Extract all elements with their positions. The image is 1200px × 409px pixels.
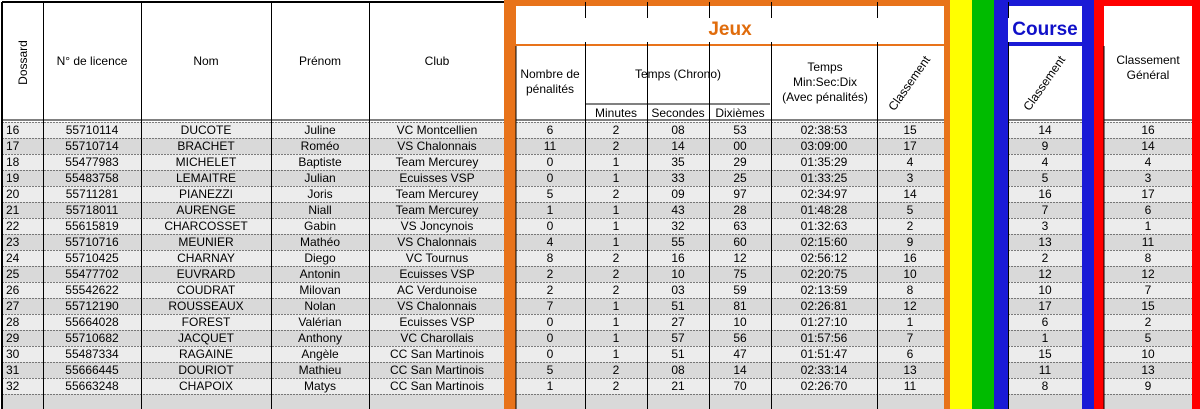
cell-nom: MEUNIER (178, 235, 234, 249)
cell-pen: 0 (546, 331, 554, 345)
cell-min: 2 (612, 283, 620, 297)
cell-pen: 7 (546, 299, 554, 313)
row-band (1104, 394, 1192, 409)
cell-pen: 2 (546, 283, 554, 297)
cell-dossard: 25 (6, 267, 20, 281)
cell-nom: MICHELET (175, 155, 237, 169)
cell-nom: DUCOTE (180, 123, 232, 137)
cell-cl-gen: 5 (1144, 331, 1152, 345)
cell-cl-jeux: 2 (906, 219, 914, 233)
cell-club: VC Montcellien (396, 123, 478, 137)
cell-sec: 08 (671, 363, 685, 377)
cell-sec: 35 (671, 155, 685, 169)
cell-nom: JACQUET (177, 331, 234, 345)
cell-pen: 0 (546, 155, 554, 169)
cell-club: VS Chalonnais (397, 139, 477, 153)
general-frame-top (1094, 0, 1200, 6)
cell-cl-jeux: 8 (906, 283, 914, 297)
cell-cl-gen: 15 (1141, 299, 1155, 313)
cell-cl-gen: 17 (1141, 187, 1155, 201)
cell-temps: 02:34:97 (800, 187, 848, 201)
cell-min: 2 (612, 267, 620, 281)
cell-temps: 01:27:10 (800, 315, 848, 329)
jeux-frame-top (504, 0, 950, 6)
cell-sec: 16 (671, 251, 685, 265)
cell-cl-gen: 9 (1144, 379, 1152, 393)
cell-cl-jeux: 15 (903, 123, 917, 137)
row-band (2, 394, 506, 409)
header-minutes: Minutes (594, 105, 638, 120)
cell-temps: 02:26:81 (800, 299, 848, 313)
cell-sec: 33 (671, 171, 685, 185)
cell-pen: 5 (546, 187, 554, 201)
cell-cl-gen: 1 (1144, 219, 1152, 233)
cell-nom: PIANEZZI (178, 187, 233, 201)
cell-cl-gen: 8 (1144, 251, 1152, 265)
cell-prenom: Baptiste (298, 155, 342, 169)
cell-club: CC San Martinois (389, 347, 485, 361)
cell-cl-course: 12 (1038, 267, 1052, 281)
cell-pen: 8 (546, 251, 554, 265)
cell-temps: 01:51:47 (800, 347, 848, 361)
cell-club: VS Joncynois (400, 219, 474, 233)
cell-cl-course: 6 (1041, 315, 1049, 329)
cell-licence: 55483758 (65, 171, 119, 185)
cell-pen: 6 (546, 123, 554, 137)
cell-temps: 02:33:14 (800, 363, 848, 377)
cell-dossard: 27 (6, 299, 20, 313)
cell-min: 1 (612, 171, 620, 185)
course-frame-left (994, 0, 1008, 409)
cell-nom: DOURIOT (178, 363, 234, 377)
header-classement-jeux: Classement (885, 52, 934, 113)
cell-dossard: 29 (6, 331, 20, 345)
cell-dix: 25 (733, 171, 747, 185)
cell-min: 1 (612, 155, 620, 169)
cell-club: CC San Martinois (389, 363, 485, 377)
cell-cl-course: 2 (1041, 251, 1049, 265)
cell-sec: 57 (671, 331, 685, 345)
cell-cl-course: 5 (1041, 171, 1049, 185)
cell-min: 1 (612, 203, 620, 217)
cell-dix: 12 (733, 251, 747, 265)
cell-dossard: 24 (6, 251, 20, 265)
cell-cl-gen: 7 (1144, 283, 1152, 297)
cell-pen: 2 (546, 267, 554, 281)
cell-min: 1 (612, 235, 620, 249)
cell-cl-course: 4 (1041, 155, 1049, 169)
cell-cl-course: 10 (1038, 283, 1052, 297)
cell-temps: 02:38:53 (800, 123, 848, 137)
cell-dossard: 19 (6, 171, 20, 185)
cell-dossard: 30 (6, 347, 20, 361)
header-nom: Nom (193, 54, 219, 68)
cell-cl-jeux: 4 (906, 155, 914, 169)
cell-dossard: 17 (6, 139, 20, 153)
cell-cl-gen: 14 (1141, 139, 1155, 153)
header-dixiemes: Dixièmes (715, 105, 765, 120)
cell-licence: 55710682 (65, 331, 119, 345)
cell-cl-gen: 2 (1144, 315, 1152, 329)
cell-temps: 02:26:70 (800, 379, 848, 393)
cell-nom: BRACHET (177, 139, 235, 153)
cell-dix: 29 (733, 155, 747, 169)
general-frame-right (1192, 0, 1200, 409)
cell-club: Ecuisses VSP (399, 267, 475, 281)
cell-licence: 55615819 (65, 219, 119, 233)
cell-nom: LEMAITRE (175, 171, 236, 185)
cell-dix: 56 (733, 331, 747, 345)
cell-cl-course: 11 (1038, 363, 1052, 377)
cell-licence: 55477702 (65, 267, 119, 281)
cell-dix: 14 (733, 363, 747, 377)
course-title: Course (1008, 18, 1082, 42)
cell-sec: 08 (671, 123, 685, 137)
cell-prenom: Joris (307, 187, 333, 201)
cell-dossard: 31 (6, 363, 20, 377)
cell-min: 1 (612, 299, 620, 313)
cell-pen: 0 (546, 347, 554, 361)
cell-sec: 51 (671, 299, 685, 313)
cell-licence: 55711281 (65, 187, 119, 201)
cell-temps: 01:35:29 (800, 155, 848, 169)
cell-cl-gen: 12 (1141, 267, 1155, 281)
cell-pen: 5 (546, 363, 554, 377)
cell-club: Team Mercurey (395, 187, 479, 201)
cell-dossard: 28 (6, 315, 20, 329)
cell-club: Team Mercurey (395, 203, 479, 217)
cell-dix: 97 (733, 187, 747, 201)
header-club: Club (424, 54, 450, 68)
cell-cl-jeux: 9 (906, 235, 914, 249)
cell-cl-course: 3 (1041, 219, 1049, 233)
cell-licence: 55710716 (65, 235, 119, 249)
general-frame-left (1094, 0, 1104, 409)
cell-dix: 81 (733, 299, 747, 313)
cell-prenom: Nolan (304, 299, 336, 313)
jeux-frame-left (504, 0, 516, 409)
cell-cl-jeux: 14 (903, 187, 917, 201)
cell-pen: 0 (546, 219, 554, 233)
cell-licence: 55718011 (65, 203, 119, 217)
cell-dix: 28 (733, 203, 747, 217)
cell-dossard: 26 (6, 283, 20, 297)
cell-cl-gen: 3 (1144, 171, 1152, 185)
cell-pen: 4 (546, 235, 554, 249)
cell-cl-jeux: 7 (906, 331, 914, 345)
cell-temps: 02:15:60 (800, 235, 848, 249)
cell-min: 2 (612, 363, 620, 377)
header-classement-general: Classement Général (1116, 53, 1180, 82)
cell-temps: 02:13:59 (800, 283, 848, 297)
cell-nom: AURENGE (176, 203, 236, 217)
cell-cl-course: 13 (1038, 235, 1052, 249)
course-frame-right (1082, 0, 1094, 409)
cell-nom: RAGAINE (178, 347, 233, 361)
cell-licence: 55710425 (65, 251, 119, 265)
cell-pen: 1 (546, 379, 554, 393)
cell-dossard: 22 (6, 219, 20, 233)
cell-prenom: Mathieu (298, 363, 342, 377)
header-penalites: Nombre de pénalités (520, 67, 580, 96)
cell-sec: 32 (671, 219, 685, 233)
cell-cl-course: 15 (1038, 347, 1052, 361)
cell-pen: 11 (543, 139, 557, 153)
cell-prenom: Diego (304, 251, 336, 265)
cell-cl-gen: 4 (1144, 155, 1152, 169)
cell-pen: 0 (546, 315, 554, 329)
cell-dossard: 23 (6, 235, 20, 249)
cell-min: 2 (612, 123, 620, 137)
cell-dossard: 21 (6, 203, 20, 217)
header-licence: N° de licence (56, 54, 128, 68)
cell-sec: 09 (671, 187, 685, 201)
cell-club: Ecuisses VSP (399, 171, 475, 185)
cell-cl-jeux: 10 (903, 267, 917, 281)
cell-licence: 55710114 (65, 123, 119, 137)
cell-cl-jeux: 3 (906, 171, 914, 185)
cell-cl-jeux: 12 (903, 299, 917, 313)
cell-prenom: Julian (304, 171, 336, 185)
cell-licence: 55477983 (65, 155, 119, 169)
green-band (972, 0, 994, 409)
cell-temps: 02:20:75 (800, 267, 848, 281)
cell-club: Ecuisses VSP (399, 315, 475, 329)
cell-dossard: 18 (6, 155, 20, 169)
cell-nom: CHARCOSSET (164, 219, 248, 233)
cell-sec: 43 (671, 203, 685, 217)
cell-cl-jeux: 6 (906, 347, 914, 361)
cell-cl-gen: 11 (1141, 235, 1155, 249)
cell-dix: 00 (733, 139, 747, 153)
cell-cl-course: 16 (1038, 187, 1052, 201)
cell-nom: COUDRAT (176, 283, 236, 297)
cell-pen: 1 (546, 203, 554, 217)
cell-dix: 53 (733, 123, 747, 137)
cell-cl-course: 17 (1038, 299, 1052, 313)
jeux-frame-right (944, 0, 950, 409)
cell-cl-gen: 10 (1141, 347, 1155, 361)
cell-club: AC Verdunoise (396, 283, 478, 297)
cell-dix: 47 (733, 347, 747, 361)
cell-cl-gen: 13 (1141, 363, 1155, 377)
cell-min: 2 (612, 379, 620, 393)
cell-prenom: Angèle (301, 347, 339, 361)
cell-cl-jeux: 5 (906, 203, 914, 217)
cell-cl-course: 9 (1041, 139, 1049, 153)
cell-prenom: Antonin (299, 267, 341, 281)
cell-licence: 55663248 (65, 379, 119, 393)
cell-sec: 55 (671, 235, 685, 249)
cell-club: VC Charollais (400, 331, 474, 345)
cell-sec: 14 (671, 139, 685, 153)
cell-cl-course: 8 (1041, 379, 1049, 393)
cell-dix: 10 (733, 315, 747, 329)
cell-nom: EUVRARD (176, 267, 236, 281)
cell-min: 2 (612, 251, 620, 265)
header-classement-course: Classement (1020, 52, 1069, 113)
cell-sec: 21 (671, 379, 685, 393)
cell-cl-gen: 16 (1141, 123, 1155, 137)
cell-sec: 10 (671, 267, 685, 281)
cell-min: 2 (612, 139, 620, 153)
cell-dix: 70 (733, 379, 747, 393)
jeux-title: Jeux (516, 18, 944, 42)
cell-dossard: 32 (6, 379, 20, 393)
cell-temps: 01:33:25 (800, 171, 848, 185)
cell-nom: ROUSSEAUX (168, 299, 244, 313)
cell-prenom: Valérian (298, 315, 342, 329)
cell-prenom: Niall (308, 203, 332, 217)
cell-club: VC Tournus (405, 251, 469, 265)
header-temps-total: Temps Min:Sec:Dix (Avec pénalités) (782, 59, 868, 104)
row-band (1008, 394, 1082, 409)
cell-cl-jeux: 13 (903, 363, 917, 377)
header-prenom: Prénom (298, 54, 342, 68)
cell-prenom: Matys (303, 379, 336, 393)
cell-min: 1 (612, 347, 620, 361)
cell-temps: 02:56:12 (800, 251, 848, 265)
cell-dossard: 20 (6, 187, 20, 201)
cell-club: VS Chalonnais (397, 235, 477, 249)
yellow-band (950, 0, 972, 409)
cell-dix: 75 (733, 267, 747, 281)
cell-club: Team Mercurey (395, 155, 479, 169)
cell-sec: 51 (671, 347, 685, 361)
cell-min: 1 (612, 331, 620, 345)
row-band (516, 394, 944, 409)
cell-dossard: 16 (6, 123, 20, 137)
cell-pen: 0 (546, 171, 554, 185)
cell-licence: 55666445 (65, 363, 119, 377)
cell-cl-jeux: 16 (903, 251, 917, 265)
cell-club: CC San Martinois (389, 379, 485, 393)
cell-min: 1 (612, 219, 620, 233)
cell-temps: 01:57:56 (800, 331, 848, 345)
cell-prenom: Milovan (299, 283, 341, 297)
cell-dix: 63 (733, 219, 747, 233)
cell-licence: 55487334 (65, 347, 119, 361)
cell-min: 2 (612, 187, 620, 201)
cell-cl-jeux: 1 (906, 315, 914, 329)
cell-dix: 60 (733, 235, 747, 249)
cell-prenom: Gabin (303, 219, 337, 233)
cell-licence: 55542622 (65, 283, 119, 297)
cell-sec: 03 (671, 283, 685, 297)
cell-dix: 59 (733, 283, 747, 297)
cell-sec: 27 (671, 315, 685, 329)
cell-club: VS Chalonnais (397, 299, 477, 313)
header-temps-chrono: Temps (Chrono) (634, 66, 722, 81)
cell-nom: CHARNAY (177, 251, 235, 265)
cell-prenom: Mathéo (299, 235, 341, 249)
cell-cl-course: 7 (1041, 203, 1049, 217)
cell-licence: 55664028 (65, 315, 119, 329)
cell-prenom: Juline (304, 123, 336, 137)
cell-temps: 01:32:63 (800, 219, 848, 233)
cell-cl-course: 1 (1041, 331, 1049, 345)
cell-cl-jeux: 11 (903, 379, 917, 393)
cell-prenom: Roméo (300, 139, 340, 153)
cell-licence: 55710714 (65, 139, 119, 153)
cell-cl-jeux: 17 (903, 139, 917, 153)
cell-nom: FOREST (181, 315, 231, 329)
cell-nom: CHAPOIX (178, 379, 233, 393)
cell-temps: 01:48:28 (800, 203, 848, 217)
cell-temps: 03:09:00 (800, 139, 848, 153)
cell-licence: 55712190 (65, 299, 119, 313)
header-secondes: Secondes (651, 105, 705, 120)
cell-prenom: Anthony (297, 331, 343, 345)
header-dossard: Dossard (15, 39, 30, 85)
cell-min: 1 (612, 315, 620, 329)
cell-cl-gen: 6 (1144, 203, 1152, 217)
cell-cl-course: 14 (1038, 123, 1052, 137)
